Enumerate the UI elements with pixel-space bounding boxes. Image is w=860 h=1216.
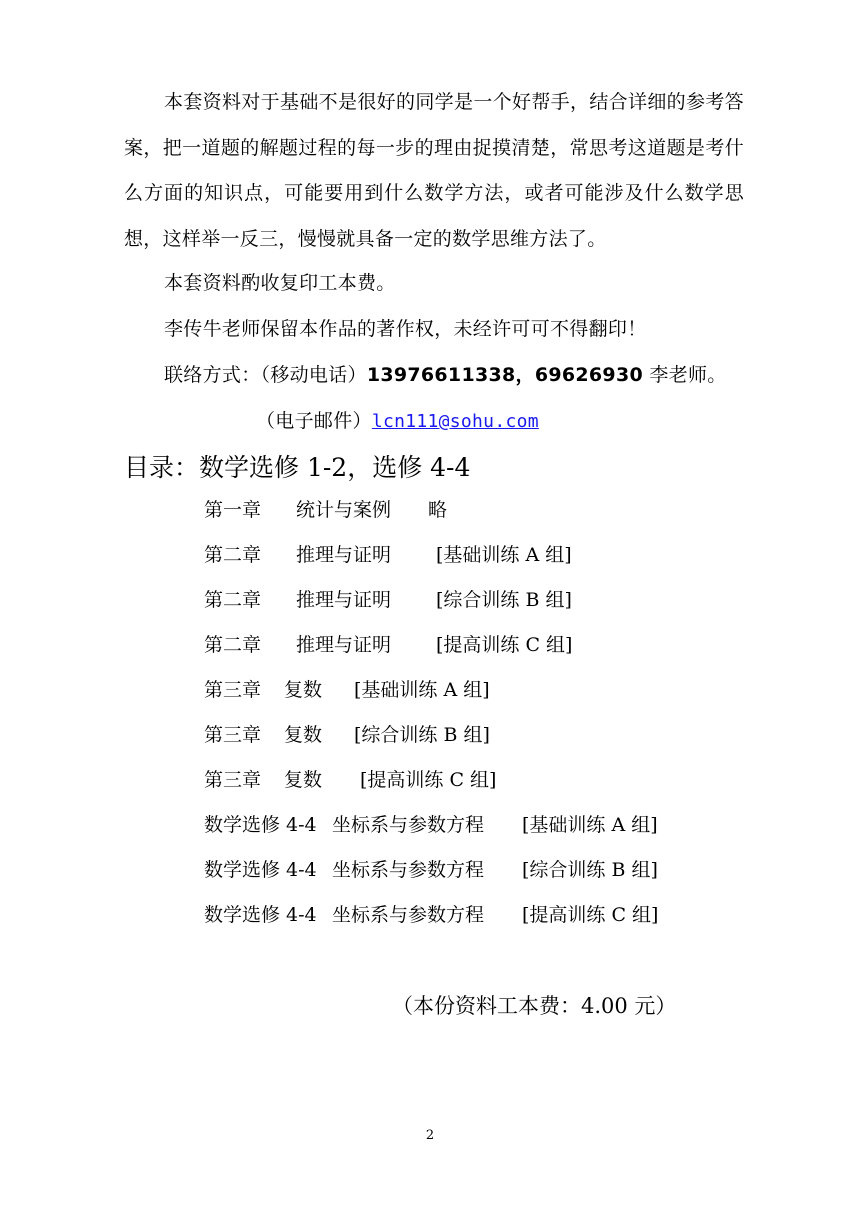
- toc-group: [综合训练 B 组]: [354, 724, 490, 746]
- toc-chapter: 第三章: [204, 724, 262, 746]
- fee-label: （本份资料工本费：4.00 元）: [392, 994, 677, 1018]
- toc-chapter: 第二章: [204, 544, 262, 566]
- toc-topic: 坐标系与参数方程: [332, 814, 485, 836]
- email-label: （电子邮件）: [256, 410, 372, 432]
- toc-group: [提高训练 C 组]: [436, 634, 573, 656]
- toc-chapter: 第二章: [204, 634, 262, 656]
- toc-chapter: 第一章: [204, 499, 262, 521]
- contact-line: [164, 360, 727, 387]
- toc-topic: 复数: [284, 724, 323, 746]
- toc-chapter: 数学选修 4-4: [204, 859, 317, 881]
- email-line: [256, 406, 539, 433]
- toc-chapter: 数学选修 4-4: [204, 814, 317, 836]
- copyright-notice: 李传牛老师保留本作品的著作权，未经许可可不得翻印！: [164, 318, 647, 340]
- toc-topic: 推理与证明: [296, 544, 392, 566]
- toc-topic: 统计与案例: [296, 499, 392, 521]
- contact-name: 李老师。: [649, 364, 727, 386]
- toc-group: [提高训练 C 组]: [360, 769, 497, 791]
- contact-phones: 13976611338，69626930: [366, 364, 643, 386]
- toc-group: [基础训练 A 组]: [354, 679, 490, 701]
- toc-group: [基础训练 A 组]: [522, 814, 658, 836]
- toc-chapter: 第三章: [204, 679, 262, 701]
- toc-group: 略: [428, 499, 448, 521]
- toc-group: [基础训练 A 组]: [436, 544, 572, 566]
- intro-paragraph: 本套资料对于基础不是很好的同学是一个好帮手，结合详细的参考答案，把一道题的解题过程的每一步的理由捉摸清楚，常思考这道题是考什么方面的知识点，可能要用到什么数学方法，或者可能涉及什么数学思想，这样举一反三，慢慢就具备一定的数学思维方法了。: [124, 91, 744, 250]
- toc-topic: 推理与证明: [296, 589, 392, 611]
- toc-group: [综合训练 B 组]: [522, 859, 658, 881]
- email-link[interactable]: lcn111@sohu.com: [371, 411, 539, 432]
- contact-label: 联络方式：（移动电话）: [164, 364, 367, 386]
- toc-topic: 坐标系与参数方程: [332, 859, 485, 881]
- toc-topic: 复数: [284, 769, 323, 791]
- toc-group: [综合训练 B 组]: [436, 589, 572, 611]
- page-number: 2: [425, 1128, 435, 1143]
- toc-chapter: 第三章: [204, 769, 262, 791]
- fee-note: 本套资料酌收复印工本费。: [164, 272, 396, 294]
- toc-chapter: 第二章: [204, 589, 262, 611]
- toc-topic: 推理与证明: [296, 634, 392, 656]
- toc-topic: 坐标系与参数方程: [332, 904, 485, 926]
- toc-chapter: 数学选修 4-4: [204, 904, 317, 926]
- toc-title: 目录：数学选修 1-2，选修 4-4: [124, 453, 471, 482]
- toc-group: [提高训练 C 组]: [522, 904, 659, 926]
- toc-topic: 复数: [284, 679, 323, 701]
